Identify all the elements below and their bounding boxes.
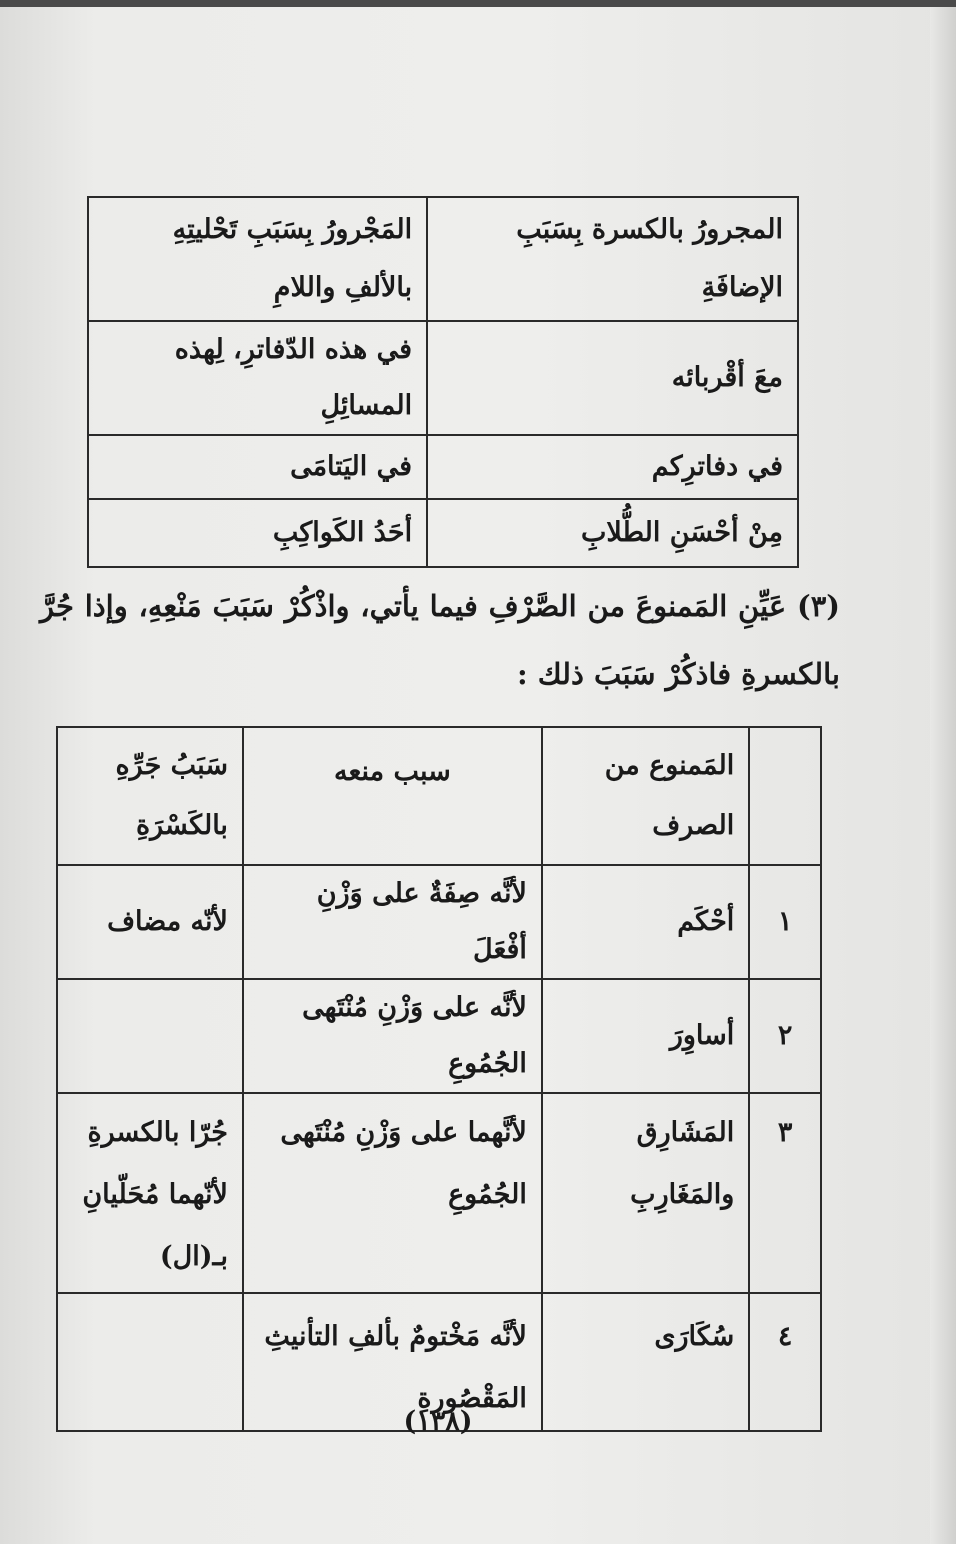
table-cell: أساوِرَ <box>542 979 749 1093</box>
table-cell: لأنَّهما على وَزْنِ مُنْتَهى الجُمُوعِ <box>243 1093 542 1293</box>
table-cell <box>57 1293 243 1431</box>
header-number <box>749 727 821 865</box>
table-cell: أحَدُ الكَواكِبِ <box>88 499 427 567</box>
table-cell: جُرّا بالكسرةِ لأنّهما مُحَلّيانِ بـ(ال) <box>57 1093 243 1293</box>
row-number: ٣ <box>749 1093 821 1293</box>
table-cell: في هذه الدّفاترِ، لِهذه المسائِلِ <box>88 321 427 435</box>
header-cause: سَبَبُ جَرِّهِ بالكَسْرَةِ <box>57 727 243 865</box>
table-row <box>88 499 798 567</box>
table-cell: أحْكَم <box>542 865 749 979</box>
table-cell: لأنَّه على وَزْنِ مُنْتَهى الجُمُوعِ <box>243 979 542 1093</box>
page-number: (١٣٨) <box>403 1406 473 1437</box>
table-cell: في اليَتامَى <box>88 435 427 499</box>
exercise-instruction: (٣) عَيِّنِ المَمنوعَ من الصَّرْفِ فيما يأتي، واذْكُرْ سَبَبَ مَنْعِهِ، وإذا جُرَّ بالكسرةِ فاذكُرْ سَبَبَ ذلك : <box>40 589 840 691</box>
table-row <box>88 321 798 435</box>
comparison-table <box>87 196 799 568</box>
table-row <box>88 435 798 499</box>
header-genitive-by-article: المَجْرورُ بِسَبَبِ تَحْليتِهِ بالألفِ واللامِ <box>88 197 427 321</box>
table-header-row <box>88 197 798 321</box>
header-reason: سبب منعه <box>243 727 542 865</box>
header-genitive-by-idafa: المجرورُ بالكسرة بِسَبَبِ الإضافَةِ <box>427 197 798 321</box>
answer-table <box>56 726 822 1432</box>
table-row <box>57 979 821 1093</box>
row-number: ٢ <box>749 979 821 1093</box>
page-edge <box>930 7 956 1544</box>
header-word: المَمنوع من الصرف <box>542 727 749 865</box>
row-number: ٤ <box>749 1293 821 1431</box>
table-cell: المَشَارِق والمَغَارِبِ <box>542 1093 749 1293</box>
table-cell: في دفاترِكم <box>427 435 798 499</box>
table-row <box>57 1093 821 1293</box>
table-header-row <box>57 727 821 865</box>
table-row <box>57 865 821 979</box>
table-cell: لأنَّه مَخْتومٌ بألفِ التأنيثِ المَقْصُورةِ <box>243 1293 542 1431</box>
top-edge <box>0 0 956 7</box>
table-cell <box>57 979 243 1093</box>
table-cell: معَ أقْربائه <box>427 321 798 435</box>
table-cell: مِنْ أحْسَنِ الطُّلابِ <box>427 499 798 567</box>
table-cell: لأنّه مضاف <box>57 865 243 979</box>
table-cell: سُكَارَى <box>542 1293 749 1431</box>
table-cell: لأنَّه صِفَةٌ على وَزْنِ أفْعَلَ <box>243 865 542 979</box>
row-number: ١ <box>749 865 821 979</box>
